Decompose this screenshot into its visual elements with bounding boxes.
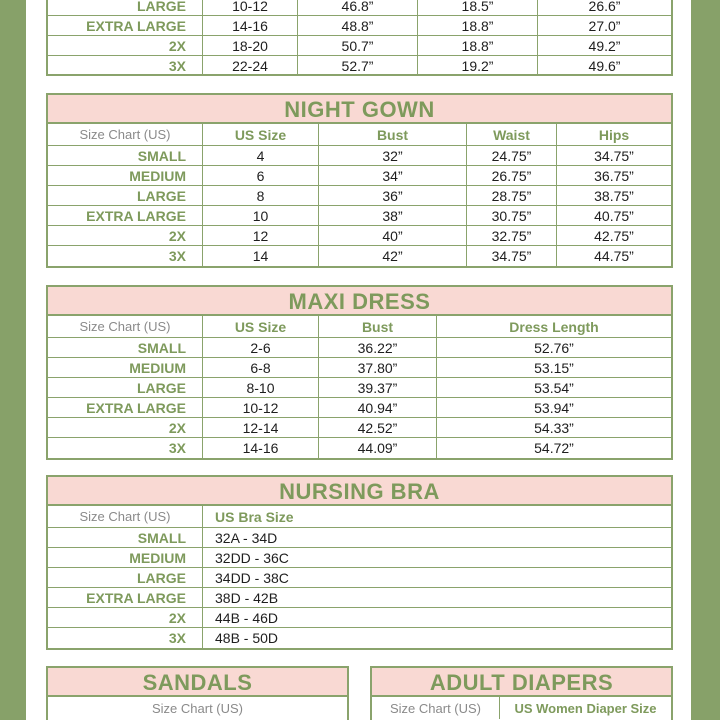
size-label: 2X — [48, 36, 203, 55]
bust-cell: 36.22” — [319, 338, 437, 357]
table-row — [48, 0, 671, 16]
nursing-bra-title: NURSING BRA — [48, 477, 671, 506]
us-size-cell: 10-12 — [203, 0, 298, 15]
measure-cell: 49.2” — [588, 37, 621, 54]
bra-size-cell: 48B - 50D — [215, 630, 279, 646]
bra-size-cell: 44B - 46D — [215, 609, 279, 626]
us-size-cell: 8-10 — [203, 378, 319, 397]
adult-diapers-table — [370, 666, 673, 720]
size-label: LARGE — [48, 186, 203, 205]
measure-cell: 50.7” — [298, 36, 418, 55]
bust-cell: 32” — [319, 146, 467, 165]
size-chart-header: Size Chart (US) — [48, 506, 203, 527]
measure-cell: 48.8” — [298, 16, 418, 35]
hips-header: Hips — [598, 126, 630, 143]
us-size-cell: 14-16 — [203, 16, 298, 35]
top-size-table-rows — [48, 0, 671, 75]
size-label: MEDIUM — [48, 166, 203, 185]
table-row — [48, 528, 671, 548]
measure-cell: 52.7” — [298, 56, 418, 75]
us-size-header: US Size — [203, 124, 319, 145]
table-row — [48, 358, 671, 378]
table-row — [48, 588, 671, 608]
table-header-row — [48, 124, 671, 146]
bra-size-cell: 38D - 42B — [215, 589, 279, 606]
night-gown-title: NIGHT GOWN — [48, 95, 671, 124]
size-label: MEDIUM — [48, 548, 203, 567]
table-row — [48, 628, 671, 648]
waist-cell: 30.75” — [467, 206, 557, 225]
us-size-cell: 10-12 — [203, 398, 319, 417]
table-row — [48, 186, 671, 206]
bust-cell: 39.37” — [319, 378, 437, 397]
bra-size-cell: 32A - 34D — [215, 529, 278, 546]
measure-cell: 46.8” — [298, 0, 418, 15]
measure-cell: 49.6” — [588, 57, 621, 74]
us-size-cell: 22-24 — [203, 56, 298, 75]
size-label: 3X — [48, 246, 203, 266]
table-row — [48, 568, 671, 588]
bust-cell: 44.09” — [319, 438, 437, 458]
table-row — [48, 226, 671, 246]
size-label: LARGE — [48, 0, 203, 15]
night-gown-table — [46, 93, 673, 268]
hips-cell: 38.75” — [594, 187, 634, 204]
bra-size-cell: 32DD - 36C — [215, 549, 289, 566]
size-label: SMALL — [48, 338, 203, 357]
hips-cell: 34.75” — [594, 147, 634, 164]
waist-header: Waist — [467, 124, 557, 145]
bust-cell: 37.80” — [319, 358, 437, 377]
table-row — [48, 246, 671, 266]
us-size-cell: 12 — [203, 226, 319, 245]
bust-cell: 38” — [319, 206, 467, 225]
bust-cell: 42” — [319, 246, 467, 266]
size-label: EXTRA LARGE — [48, 206, 203, 225]
measure-cell: 18.8” — [418, 36, 538, 55]
hips-cell: 40.75” — [594, 207, 634, 224]
size-label: LARGE — [48, 568, 203, 587]
us-size-cell: 4 — [203, 146, 319, 165]
table-row — [48, 56, 671, 75]
table-header-row — [48, 697, 347, 719]
waist-cell: 26.75” — [467, 166, 557, 185]
table-row — [48, 378, 671, 398]
dress-length-cell: 52.76” — [534, 339, 574, 356]
size-label: SMALL — [48, 146, 203, 165]
us-bra-size-header: US Bra Size — [215, 508, 294, 525]
size-label: 2X — [48, 226, 203, 245]
size-chart-page — [26, 0, 691, 720]
table-header-row — [48, 506, 671, 528]
table-row — [48, 36, 671, 56]
hips-cell: 36.75” — [594, 167, 634, 184]
size-label: LARGE — [48, 378, 203, 397]
size-label: 3X — [48, 438, 203, 458]
bust-cell: 40” — [319, 226, 467, 245]
size-chart-header: Size Chart (US) — [151, 700, 244, 716]
dress-length-cell: 53.15” — [534, 359, 574, 376]
bra-size-cell: 34DD - 38C — [215, 569, 289, 586]
measure-cell: 18.8” — [418, 16, 538, 35]
size-label: 2X — [48, 608, 203, 627]
size-label: EXTRA LARGE — [48, 16, 203, 35]
us-size-cell: 8 — [203, 186, 319, 205]
table-header-row — [372, 697, 671, 719]
table-header-row — [48, 316, 671, 338]
table-row — [48, 548, 671, 568]
adult-diapers-title: ADULT DIAPERS — [372, 668, 671, 697]
us-women-diaper-size-header: US Women Diaper Size — [514, 700, 657, 716]
waist-cell: 24.75” — [467, 146, 557, 165]
size-label: EXTRA LARGE — [48, 398, 203, 417]
measure-cell: 19.2” — [418, 56, 538, 75]
hips-cell: 42.75” — [594, 227, 634, 244]
dress-length-header: Dress Length — [509, 318, 599, 335]
size-label: 2X — [48, 418, 203, 437]
waist-cell: 32.75” — [467, 226, 557, 245]
dress-length-cell: 54.72” — [534, 440, 574, 456]
table-row — [48, 338, 671, 358]
maxi-dress-title: MAXI DRESS — [48, 287, 671, 316]
us-size-header: US Size — [203, 316, 319, 337]
table-row — [48, 166, 671, 186]
us-size-cell: 14-16 — [203, 438, 319, 458]
waist-cell: 34.75” — [467, 246, 557, 266]
top-size-table — [46, 0, 673, 76]
size-chart-header: Size Chart (US) — [372, 697, 500, 719]
us-size-cell: 6 — [203, 166, 319, 185]
us-size-cell: 10 — [203, 206, 319, 225]
size-label: MEDIUM — [48, 358, 203, 377]
bust-cell: 42.52” — [319, 418, 437, 437]
nursing-bra-table — [46, 475, 673, 650]
measure-cell: 27.0” — [588, 17, 621, 34]
bust-header: Bust — [319, 124, 467, 145]
size-label: SMALL — [48, 528, 203, 547]
us-size-cell: 12-14 — [203, 418, 319, 437]
us-size-cell: 14 — [203, 246, 319, 266]
bust-header: Bust — [319, 316, 437, 337]
measure-cell: 18.5” — [418, 0, 538, 15]
size-chart-header: Size Chart (US) — [48, 316, 203, 337]
table-row — [48, 146, 671, 166]
maxi-dress-table — [46, 285, 673, 460]
bust-cell: 36” — [319, 186, 467, 205]
table-row — [48, 398, 671, 418]
size-label: 3X — [48, 628, 203, 648]
table-row — [48, 438, 671, 458]
dress-length-cell: 54.33” — [534, 419, 574, 436]
waist-cell: 28.75” — [467, 186, 557, 205]
us-size-cell: 18-20 — [203, 36, 298, 55]
us-size-cell: 6-8 — [203, 358, 319, 377]
size-chart-header: Size Chart (US) — [48, 124, 203, 145]
size-label: EXTRA LARGE — [48, 588, 203, 607]
bust-cell: 40.94” — [319, 398, 437, 417]
size-label: 3X — [48, 56, 203, 75]
sandals-table — [46, 666, 349, 720]
bust-cell: 34” — [319, 166, 467, 185]
hips-cell: 44.75” — [594, 248, 634, 264]
measure-cell: 26.6” — [588, 0, 621, 14]
table-row — [48, 16, 671, 36]
table-row — [48, 206, 671, 226]
dress-length-cell: 53.54” — [534, 379, 574, 396]
sandals-title: SANDALS — [48, 668, 347, 697]
dress-length-cell: 53.94” — [534, 399, 574, 416]
table-row — [48, 418, 671, 438]
table-row — [48, 608, 671, 628]
us-size-cell: 2-6 — [203, 338, 319, 357]
